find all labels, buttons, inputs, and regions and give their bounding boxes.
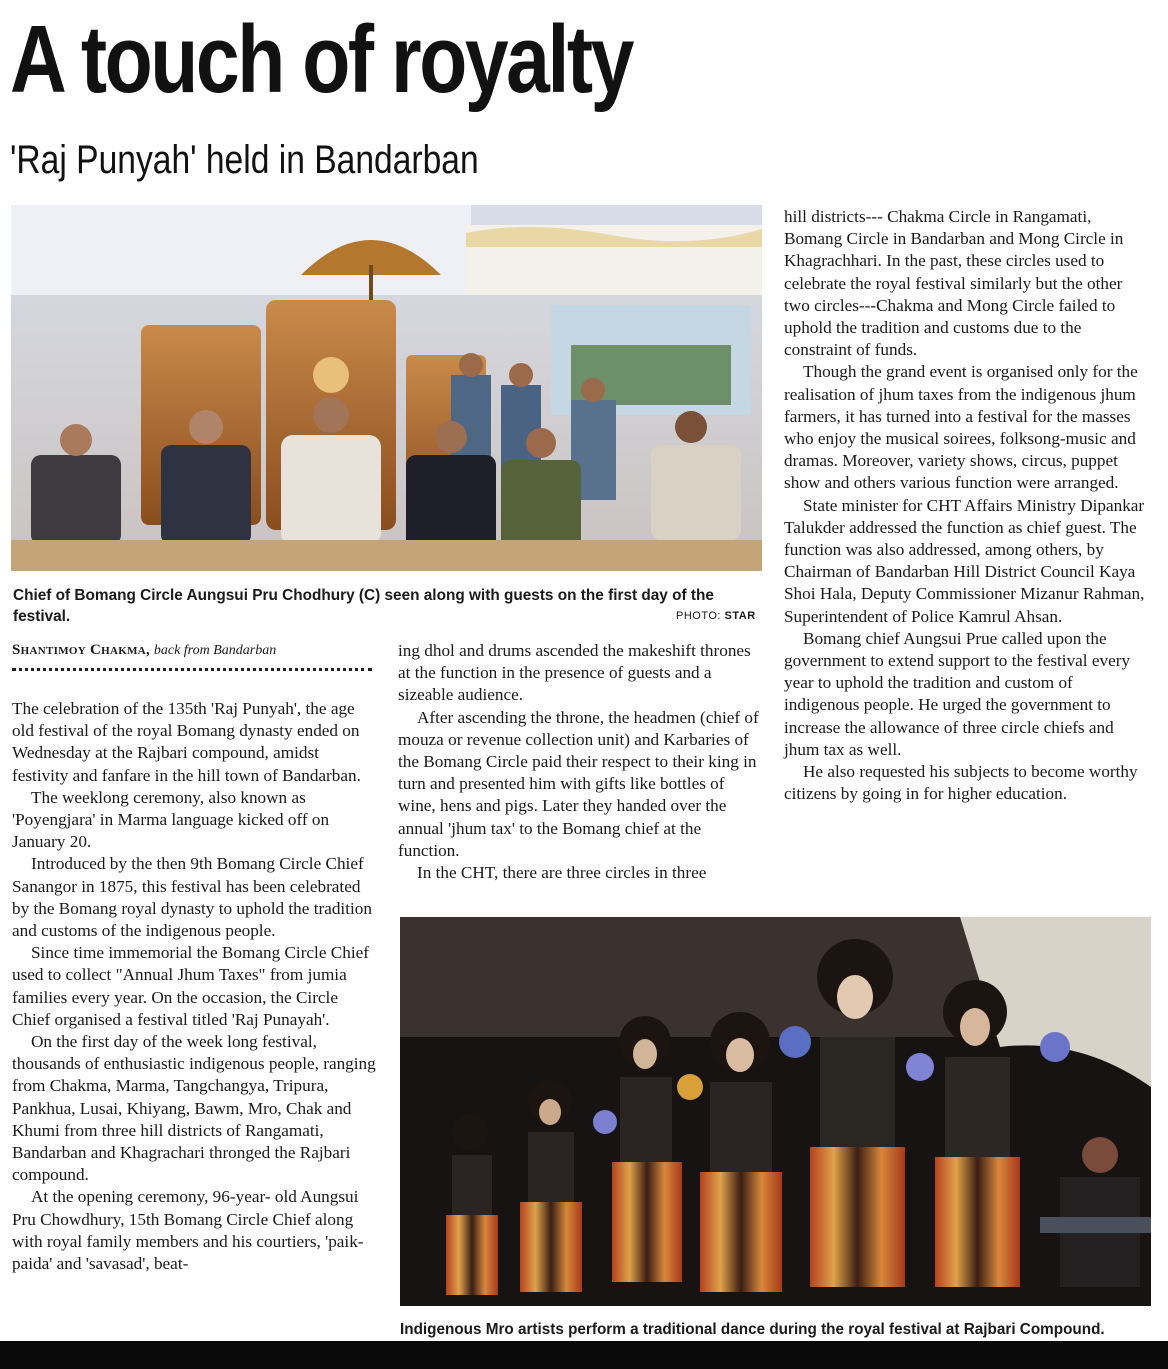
byline-location: back from Bandarban [153,643,277,658]
article-paragraph: hill districts--- Chakma Circle in Rangamati, Bomang Circle in Bandarban and Mong Circle in Khagrachhari. In the past, these circles used to celebrate the royal festival similarly but the other two circles---Chakma and Mong Circle failed to uphold the tradition and customs due to the constraint of funds. [784,207,1124,360]
article-paragraph: Though the grand event is organised only for the realisation of jhum taxes from the indigenous jhum farmers, it has turned into a festival for the masses who enjoy the musical soirees, folksong-music and dramas. Moreover, variety shows, circus, puppet show and others various function were arranged. [784,362,1138,493]
photo-credit-label: PHOTO: [676,610,721,622]
article-paragraph: On the first day of the week long festival, thousands of enthusiastic indigenous people, ranging from Chakma, Marma, Tangchangya, Tripura, Pankhua, Lusai, Khiyang, Bawm, Mro, Chak and Khumi from three hill districts of Rangamati, Bandarban and Khagrachari thronged the Rajbari compound. [12,1032,376,1185]
ceremony-photo-caption: Chief of Bomang Circle Aungsui Pru Chodhury (C) seen along with guests on the first day of the festival. [13,587,714,625]
article-paragraph: Introduced by the then 9th Bomang Circle Chief Sanangor in 1875, this festival has been celebrated by the Bomang royal dynasty to uphold the tradition and customs of the indigenous people. [12,854,372,941]
subheadline: 'Raj Punyah' held in Bandarban [10,138,479,182]
article-paragraph: He also requested his subjects to become worthy citizens by going in for higher education. [784,762,1138,804]
dance-photo [400,917,1151,1306]
article-paragraph: The weeklong ceremony, also known as 'Poyengjara' in Marma language kicked off on January 20. [12,787,330,852]
article-paragraph: Since time immemorial the Bomang Circle Chief used to collect "Annual Jhum Taxes" from jumia families every year. On the occasion, the Circle Chief organised a festival titled 'Raj Punayah'. [12,943,369,1029]
article-paragraph: At the opening ceremony, 96-year- old Aungsui Pru Chowdhury, 15th Bomang Circle Chief along with royal family members and his courtiers, 'paik-paida' and 'savasad', beat- [12,1187,364,1274]
article-paragraph: The celebration of the 135th 'Raj Punyah', the age old festival of the royal Bomang dynasty ended on Wednesday at the Rajbari compound, amidst festivity and fanfare in the hill town of Bandarban. [12,699,361,785]
byline-divider [12,668,372,671]
article-paragraph: After ascending the throne, the headmen (chief of mouza or revenue collection unit) and Karbaries of the Bomang Circle paid their respect to their king in turn and presented him with gifts like bottles of wine, hens and pigs. Later they handed over the annual 'jhum tax' to the Bomang chief at the function. [398,707,759,860]
article-column-3 [784,206,1150,805]
article-paragraph: ing dhol and drums ascended the makeshift thrones at the function in the presence of guests and a sizeable audience. [398,641,751,705]
byline [12,642,276,659]
byline-author: Shantimoy Chakma, [12,642,151,658]
photo-credit [676,610,756,622]
article-paragraph: Bomang chief Aungsui Prue called upon the government to extend support to the festival every year to uphold the tradition and custom of indigenous people. He urged the government to increase the allowance of three circle chiefs and jhum tax as well. [784,628,1131,759]
headline: A touch of royalty [10,6,632,113]
article-column-2 [398,640,764,884]
ceremony-photo [11,205,762,571]
ceremony-photo-illustration [11,205,762,571]
article-paragraph: State minister for CHT Affairs Ministry Dipankar Talukder addressed the function as chief guest. The function was also addressed, among others, by Chairman of Bandarban Hill District Council Kaya Shoi Hala, Deputy Commissioner Mizanur Rahman, Superintendent of Police Kamrul Ahsan. [784,495,1145,626]
article-column-1 [12,698,378,1275]
photo-credit-source: STAR [724,610,756,622]
page-bottom-bar [0,1341,1168,1369]
dance-photo-caption: Indigenous Mro artists perform a traditional dance during the royal festival at Rajbari Compound. [400,1321,1105,1338]
article-paragraph: In the CHT, there are three circles in three [417,863,707,883]
dance-photo-illustration [400,917,1151,1306]
